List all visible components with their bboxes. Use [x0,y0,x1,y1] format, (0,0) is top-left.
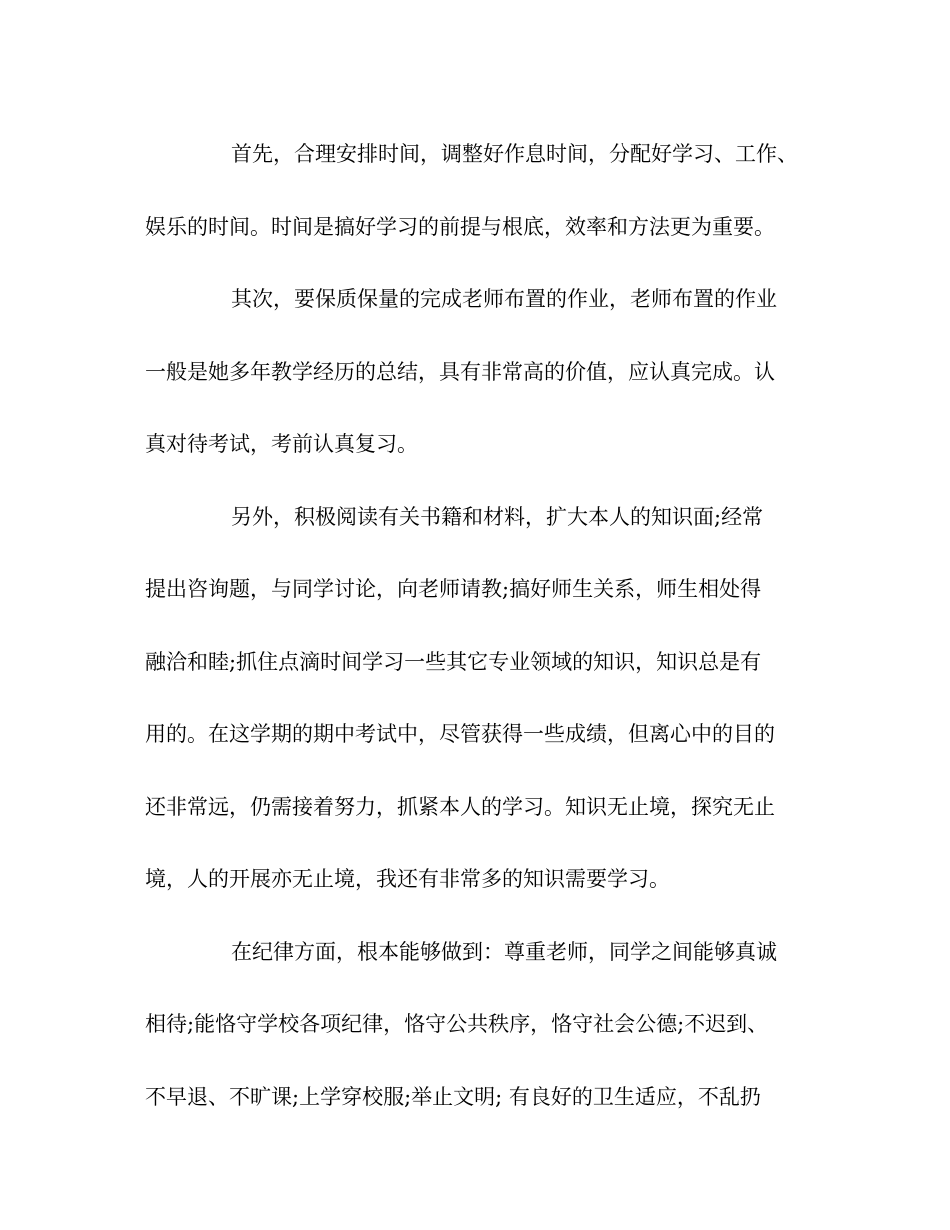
document-body [145,118,815,1133]
text-line: 相待;能恪守学校各项纪律，恪守公共秩序，恪守社会公德;不迟到、 [145,1012,769,1036]
paragraph-discipline [145,916,815,1134]
text-line: 其次，要保质保量的完成老师布置的作业，老师布置的作业 [231,287,777,311]
text-line: 不早退、不旷课;上学穿校服;举止文明; 有良好的卫生适应，不乱扔 [145,1084,761,1109]
text-line: 一般是她多年教学经历的总结，具有非常高的价值，应认真完成。认 [145,359,775,384]
text-line: 还非常远，仍需接着努力，抓紧本人的学习。知识无止境，探究无止 [145,794,775,819]
text-line: 另外，积极阅读有关书籍和材料，扩大本人的知识面;经常 [231,504,764,529]
text-line: 境，人的开展亦无止境，我还有非常多的知识需要学习。 [145,867,670,891]
paragraph-time-management [145,118,815,263]
text-line: 娱乐的时间。时间是搞好学习的前提与根底，效率和方法更为重要。 [145,214,775,239]
text-line: 提出咨询题，与同学讨论，向老师请教;搞好师生关系，师生相处得 [145,577,762,601]
text-line: 真对待考试，考前认真复习。 [145,432,418,456]
text-line: 用的。在这学期的期中考试中，尽管获得一些成绩，但离心中的目的 [145,722,775,746]
text-line: 在纪律方面，根本能够做到：尊重老师，同学之间能够真诚 [231,939,777,964]
text-line: 首先，合理安排时间，调整好作息时间，分配好学习、工作、 [231,142,798,166]
paragraph-homework [145,263,815,481]
text-line: 融洽和睦;抓住点滴时间学习一些其它专业领域的知识，知识总是有 [145,649,762,674]
paragraph-reading [145,481,815,916]
